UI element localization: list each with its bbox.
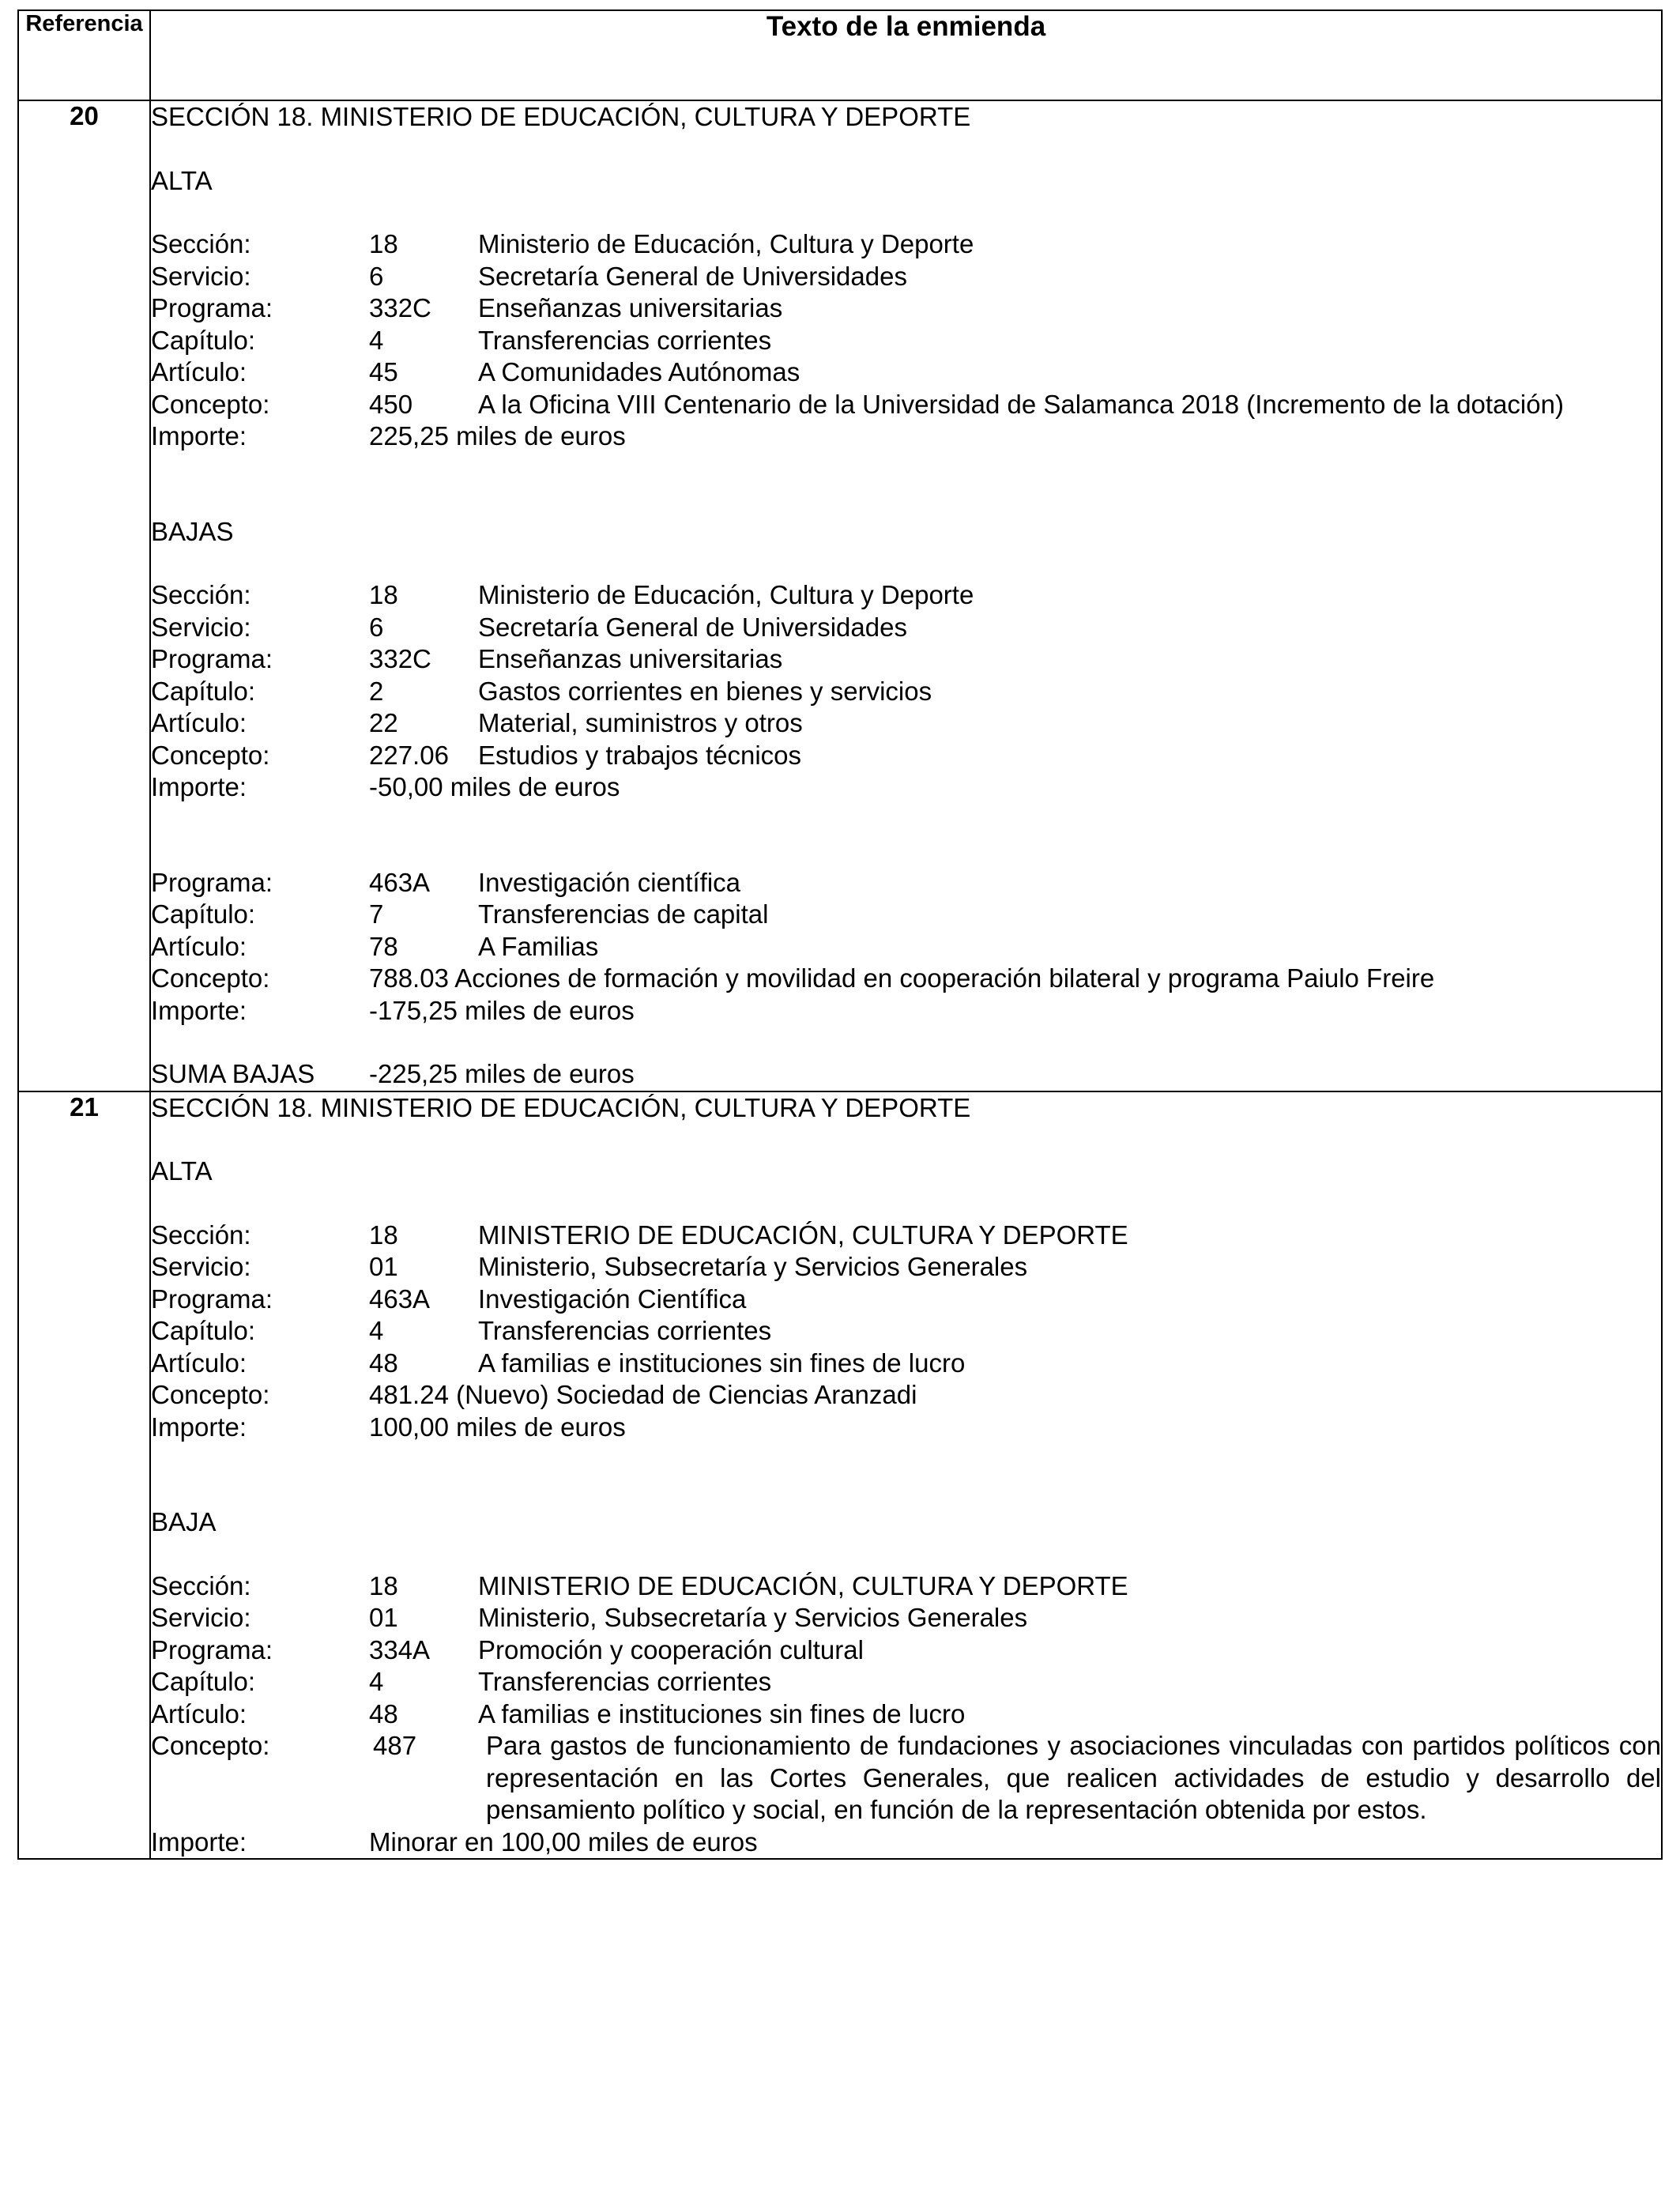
table-row (18, 100, 1662, 1091)
field-value: Promoción y cooperación cultural (478, 1634, 864, 1664)
field-value: A familias e instituciones sin fines de lucro (478, 1698, 966, 1728)
list-item (151, 1634, 1661, 1667)
list-item (151, 707, 1661, 740)
field-value: -225,25 miles de euros (369, 1059, 635, 1088)
list-item (151, 676, 1661, 708)
bajas-block-2 (151, 867, 1661, 1027)
field-code: 01 (369, 1252, 398, 1281)
field-label: Concepto: (151, 389, 270, 419)
field-value: A Comunidades Autónomas (478, 357, 800, 386)
field-label: Servicio: (151, 1603, 251, 1632)
baja-block (151, 1570, 1661, 1859)
list-item (151, 389, 1661, 421)
field-label: Sección: (151, 580, 251, 609)
list-item (151, 1666, 1661, 1698)
list-item (151, 1251, 1661, 1284)
field-code: 463A (369, 867, 431, 897)
field-label: Artículo: (151, 708, 247, 737)
field-label: Importe: (151, 1412, 247, 1442)
field-value: Enseñanzas universitarias (478, 293, 783, 322)
field-code: 22 (369, 708, 398, 737)
field-value: Transferencias corrientes (478, 1316, 772, 1345)
list-item (151, 1730, 1661, 1826)
reference-number: 21 (18, 1091, 150, 1860)
field-code: 450 (369, 389, 413, 419)
field-code: 332C (369, 644, 431, 673)
list-item (151, 228, 1661, 261)
alta-title: ALTA (151, 1156, 213, 1186)
field-value: Para gastos de funcionamiento de fundaciones y asociaciones vinculadas con partidos políticos con representación en las Cortes Generales, que realicen actividades de estudio y desarrollo del pensamiento político y social, en función de la representación obtenida por estos. (486, 1731, 1661, 1824)
field-value: -175,25 miles de euros (369, 995, 635, 1025)
field-label: Programa: (151, 1284, 273, 1314)
list-item (151, 867, 1661, 899)
list-item (151, 1379, 1661, 1412)
list-item (151, 1602, 1661, 1634)
list-item (151, 1570, 1661, 1603)
list-item (151, 579, 1661, 612)
list-item (151, 963, 1661, 995)
field-code: 01 (369, 1603, 398, 1632)
list-item (151, 356, 1661, 389)
bajas-block (151, 579, 1661, 804)
alta-block (151, 1220, 1661, 1444)
field-label: Capítulo: (151, 325, 256, 355)
field-code: 78 (369, 931, 398, 961)
field-label: Capítulo: (151, 1316, 256, 1345)
table-row (18, 1091, 1662, 1860)
field-code: 4 (369, 325, 384, 355)
field-label: Capítulo: (151, 1667, 256, 1696)
bajas-title: BAJAS (151, 516, 234, 546)
suma-bajas (151, 1058, 1661, 1091)
field-label: Concepto: (151, 1380, 270, 1409)
field-label: Concepto: (151, 1731, 270, 1760)
field-label: Sección: (151, 1570, 251, 1600)
section-title: SECCIÓN 18. MINISTERIO DE EDUCACIÓN, CULTURA Y DEPORTE (151, 102, 971, 131)
field-value: Secretaría General de Universidades (478, 261, 907, 291)
field-code: 4 (369, 1667, 384, 1696)
field-label: Servicio: (151, 261, 251, 291)
field-value: Investigación Científica (478, 1284, 747, 1314)
field-value: Gastos corrientes en bienes y servicios (478, 676, 932, 706)
list-item (151, 643, 1661, 676)
field-code: 6 (369, 612, 384, 642)
field-code: 18 (369, 1220, 398, 1250)
field-value: Transferencias de capital (478, 899, 769, 929)
field-value: Material, suministros y otros (478, 708, 803, 737)
field-value: Estudios y trabajos técnicos (478, 740, 802, 770)
field-code: 18 (369, 580, 398, 609)
field-value: 481.24 (Nuevo) Sociedad de Ciencias Aranzadi (369, 1380, 917, 1409)
list-item (151, 261, 1661, 293)
field-label: Artículo: (151, 1348, 247, 1378)
baja-title: BAJA (151, 1507, 217, 1536)
field-code: 463A (369, 1284, 431, 1314)
field-label: Artículo: (151, 931, 247, 961)
reference-header: Referencia (18, 10, 150, 100)
field-label: Capítulo: (151, 899, 256, 929)
field-code: 7 (369, 899, 384, 929)
field-code: 18 (369, 229, 398, 258)
field-label: Servicio: (151, 1252, 251, 1281)
table-header-row (18, 10, 1662, 100)
field-value: Transferencias corrientes (478, 325, 772, 355)
field-code: 487 (373, 1731, 417, 1760)
amendments-table (17, 9, 1663, 1860)
field-value: Secretaría General de Universidades (478, 612, 907, 642)
alta-block (151, 228, 1661, 453)
field-code: 48 (369, 1348, 398, 1378)
list-item (151, 1698, 1661, 1731)
field-label: Artículo: (151, 357, 247, 386)
field-label: Capítulo: (151, 676, 256, 706)
field-value: 225,25 miles de euros (369, 421, 626, 450)
field-value: Minorar en 100,00 miles de euros (369, 1826, 758, 1857)
list-item (151, 995, 1661, 1027)
list-item (151, 1412, 1661, 1444)
field-label: Programa: (151, 1634, 273, 1664)
field-label: Importe: (151, 995, 247, 1025)
field-code: 2 (369, 676, 384, 706)
alta-title: ALTA (151, 165, 213, 195)
field-label: Programa: (151, 293, 273, 322)
field-label: SUMA BAJAS (151, 1059, 315, 1088)
field-value: Ministerio de Educación, Cultura y Deporte (478, 229, 974, 258)
field-value: A Familias (478, 931, 599, 961)
field-label: Concepto: (151, 740, 270, 770)
field-value: A familias e instituciones sin fines de lucro (478, 1348, 966, 1378)
list-item (151, 325, 1661, 357)
field-label: Importe: (151, 1826, 247, 1857)
field-code: 334A (369, 1634, 431, 1664)
amendment-text-header: Texto de la enmienda (150, 10, 1662, 100)
field-value: Transferencias corrientes (478, 1667, 772, 1696)
field-label: Importe: (151, 421, 247, 450)
field-label: Programa: (151, 867, 273, 897)
field-value: Enseñanzas universitarias (478, 644, 783, 673)
field-code: 45 (369, 357, 398, 386)
section-title: SECCIÓN 18. MINISTERIO DE EDUCACIÓN, CULTURA Y DEPORTE (151, 1092, 971, 1122)
field-label: Sección: (151, 1220, 251, 1250)
field-label: Programa: (151, 644, 273, 673)
field-value: A la Oficina VIII Centenario de la Universidad de Salamanca 2018 (Incremento de la dotación) (478, 389, 1564, 419)
field-label: Sección: (151, 229, 251, 258)
list-item (151, 899, 1661, 931)
field-label: Artículo: (151, 1698, 247, 1728)
list-item (151, 1220, 1661, 1252)
list-item (151, 1826, 1661, 1859)
field-value: 788.03 Acciones de formación y movilidad en cooperación bilateral y programa Paiulo Freire (369, 963, 1435, 993)
field-code: 227.06 (369, 740, 449, 770)
amendment-text (150, 1091, 1662, 1860)
field-label: Servicio: (151, 612, 251, 642)
field-value: Ministerio de Educación, Cultura y Deporte (478, 580, 974, 609)
field-code: 6 (369, 261, 384, 291)
field-value: MINISTERIO DE EDUCACIÓN, CULTURA Y DEPORTE (478, 1570, 1128, 1600)
field-label: Concepto: (151, 963, 270, 993)
field-value: 100,00 miles de euros (369, 1412, 626, 1442)
list-item (151, 740, 1661, 772)
reference-number: 20 (18, 100, 150, 1091)
list-item (151, 931, 1661, 963)
field-code: 4 (369, 1316, 384, 1345)
field-value: -50,00 miles de euros (369, 772, 620, 801)
field-label: Importe: (151, 772, 247, 801)
field-value: Ministerio, Subsecretaría y Servicios Generales (478, 1603, 1028, 1632)
field-code: 332C (369, 293, 431, 322)
amendment-text (150, 100, 1662, 1091)
field-value: MINISTERIO DE EDUCACIÓN, CULTURA Y DEPORTE (478, 1220, 1128, 1250)
field-code: 48 (369, 1698, 398, 1728)
list-item (151, 1315, 1661, 1348)
list-item (151, 292, 1661, 325)
field-value: Ministerio, Subsecretaría y Servicios Generales (478, 1252, 1028, 1281)
list-item (151, 771, 1661, 804)
list-item (151, 1348, 1661, 1380)
list-item (151, 420, 1661, 453)
list-item (151, 612, 1661, 644)
field-code: 18 (369, 1570, 398, 1600)
list-item (151, 1284, 1661, 1316)
field-value: Investigación científica (478, 867, 741, 897)
